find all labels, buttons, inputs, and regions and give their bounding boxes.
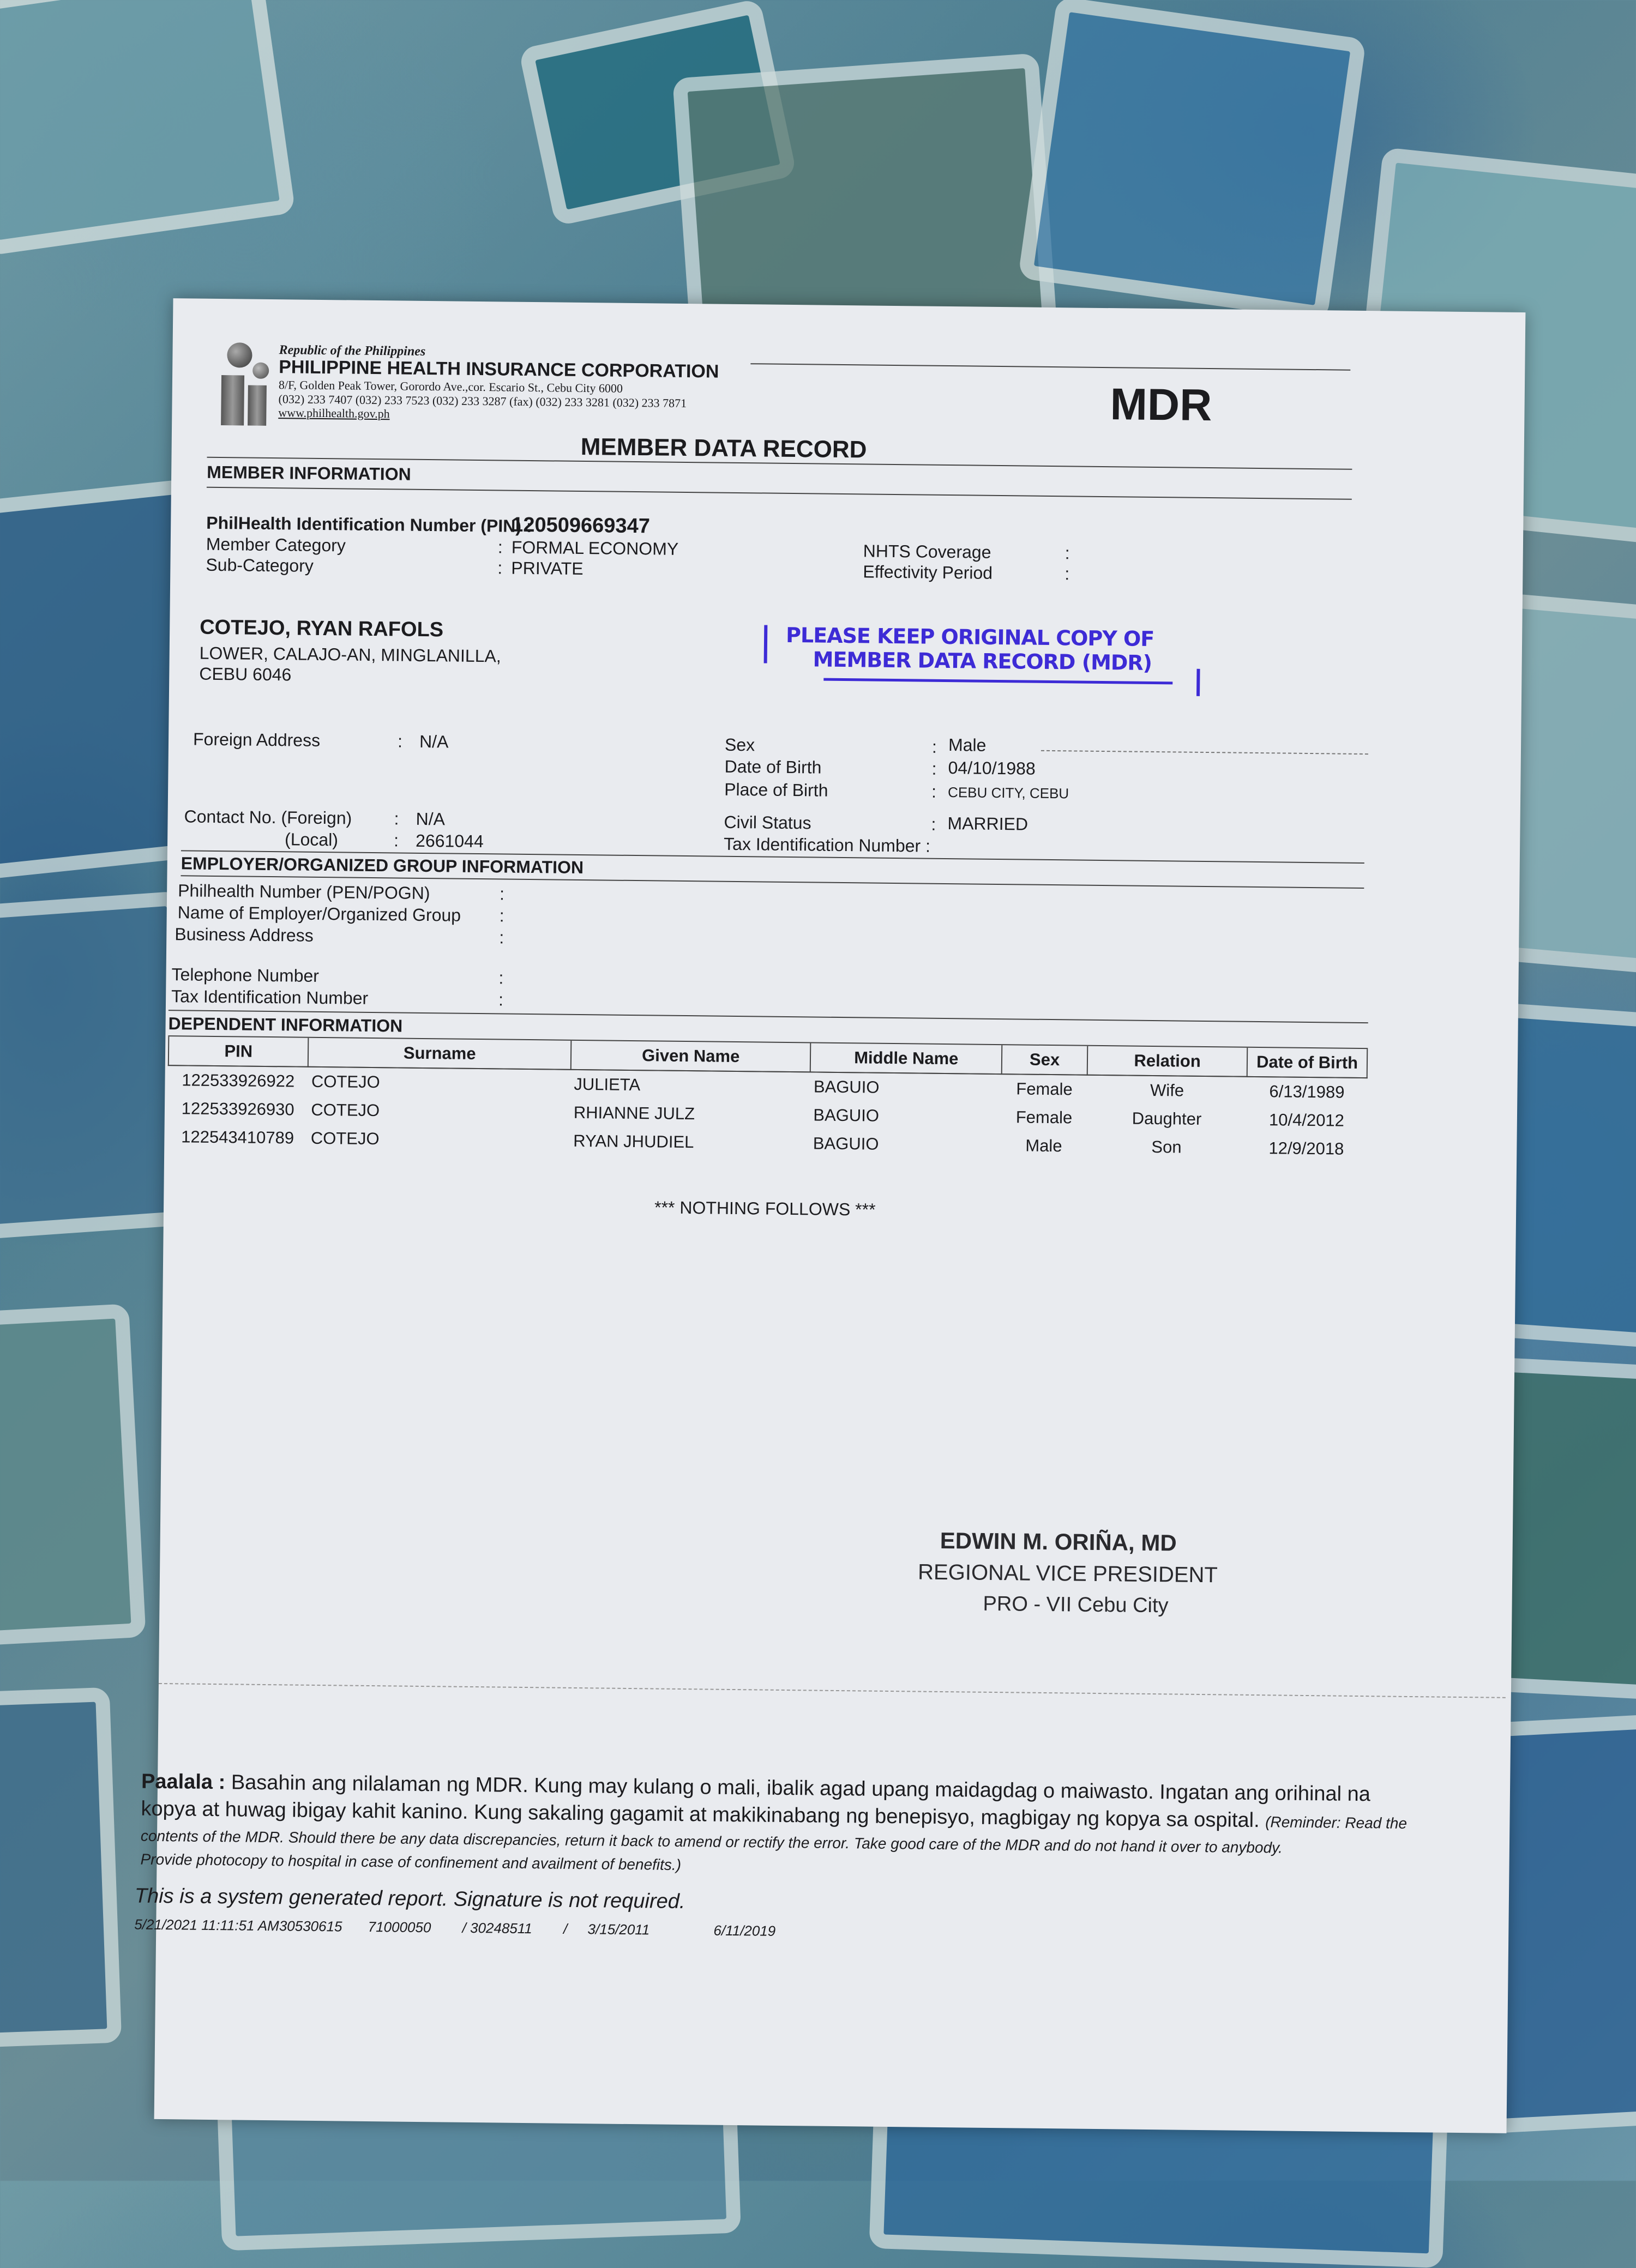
employer-telephone-label: Telephone Number (171, 964, 320, 986)
fabric-tile (0, 1304, 146, 1647)
member-info-heading: MEMBER INFORMATION (207, 462, 411, 484)
dependent-pin: 122533926922 (182, 1070, 295, 1091)
member-address-line2: CEBU 6046 (199, 663, 292, 685)
footer-code: 5/21/2021 11:11:51 AM (134, 1916, 279, 1934)
dependent-given-name: RYAN JHUDIEL (573, 1131, 694, 1152)
notice-text-line2-en: (Reminder: Read the (1265, 1813, 1408, 1832)
member-category-colon: : (497, 537, 503, 557)
sex-value: Male (948, 735, 987, 755)
footer-code: / (563, 1920, 568, 1937)
column-header: Middle Name (810, 1043, 1002, 1074)
dependent-relation: Wife (1150, 1080, 1184, 1100)
footer-code: 3/15/2011 (587, 1921, 650, 1938)
civil-status-value: MARRIED (947, 813, 1028, 834)
nothing-follows-note: *** NOTHING FOLLOWS *** (654, 1197, 876, 1220)
mdr-badge: MDR (1110, 379, 1212, 431)
dependent-sex: Male (1025, 1136, 1062, 1156)
employer-telephone-colon: : (498, 968, 504, 988)
dependent-sex: Female (1016, 1079, 1073, 1099)
foreign-address-colon: : (397, 731, 403, 751)
notice-text-line2: kopya at huwag ibigay kahit kanino. Kung sakaling gagamit at makikinabang ng benepisyo, magbigay ng kopya sa ospital. (141, 1797, 1260, 1832)
member-category-label: Member Category (206, 534, 346, 556)
column-header: Relation (1087, 1046, 1248, 1077)
system-generated-note: This is a system generated report. Signature is not required. (134, 1884, 685, 1914)
member-data-record-document (134, 298, 1526, 2133)
pob-colon: : (931, 781, 937, 801)
foreign-address-value: N/A (419, 731, 449, 752)
notice-text-line1: Basahin ang nilalaman ng MDR. Kung may kulang o mali, ibalik agad upang maidagdag o maiwasto. Ingatan ang orihinal na (231, 1771, 1371, 1806)
dependent-surname: COTEJO (311, 1100, 380, 1120)
notice-english-line2: Provide photocopy to hospital in case of confinement and availment of benefits.) (140, 1850, 682, 1874)
dob-colon: : (931, 758, 937, 779)
member-category-value: FORMAL ECONOMY (511, 537, 679, 559)
fabric-tile (0, 0, 296, 256)
dependent-sex: Female (1015, 1107, 1073, 1127)
header-top-rule (750, 363, 1350, 371)
signatory-office: PRO - VII Cebu City (983, 1592, 1169, 1618)
stamp-line-1: PLEASE KEEP ORIGINAL COPY OF (785, 623, 1154, 651)
signatory-name: EDWIN M. ORIÑA, MD (940, 1527, 1177, 1556)
footer-codes (134, 1916, 775, 1940)
dependent-surname: COTEJO (310, 1128, 380, 1149)
dob-value: 04/10/1988 (948, 758, 1036, 779)
footer-code: 6/11/2019 (713, 1922, 776, 1939)
keep-original-stamp (763, 615, 1200, 696)
employer-pen-colon: : (499, 884, 505, 904)
member-info-rule (207, 487, 1352, 500)
member-tin-label: Tax Identification Number : (723, 834, 931, 856)
footer-dashed-rule (159, 1683, 1506, 1698)
corporation-address: 8/F, Golden Peak Tower, Gorordo Ave.,cor. Escario St., Cebu City 6000 (278, 378, 623, 395)
column-header: Given Name (571, 1041, 811, 1072)
civil-status-label: Civil Status (724, 812, 811, 833)
contact-foreign-colon: : (394, 809, 399, 829)
republic-label: Republic of the Philippines (279, 343, 426, 359)
contact-foreign-label: Contact No. (Foreign) (184, 806, 352, 828)
sex-dotted-rule (1041, 750, 1368, 755)
sub-category-value: PRIVATE (511, 558, 584, 579)
foreign-address-label: Foreign Address (193, 729, 321, 750)
dependent-dob: 12/9/2018 (1268, 1138, 1344, 1159)
dependent-pin: 122543410789 (181, 1127, 294, 1148)
footer-code: / 30248511 (462, 1919, 532, 1937)
sex-label: Sex (724, 734, 755, 755)
sex-colon: : (931, 737, 937, 757)
contact-local-label: (Local) (284, 829, 339, 850)
column-header: PIN (169, 1036, 309, 1067)
pin-label: PhilHealth Identification Number (PIN) : (206, 512, 532, 536)
employer-tin-label: Tax Identification Number (171, 986, 369, 1008)
civil-status-colon: : (931, 814, 936, 834)
nhts-coverage-colon: : (1064, 543, 1070, 563)
pob-value: CEBU CITY, CEBU (947, 784, 1069, 802)
dependent-middle-name: BAGUIO (813, 1133, 879, 1154)
dependent-middle-name: BAGUIO (813, 1105, 880, 1125)
pin-value: 120509669347 (512, 513, 651, 538)
corporation-name: PHILIPPINE HEALTH INSURANCE CORPORATION (279, 357, 719, 382)
website-link[interactable]: www.philhealth.gov.ph (278, 406, 390, 421)
dependent-dob: 10/4/2012 (1268, 1110, 1345, 1130)
signatory-position: REGIONAL VICE PRESIDENT (917, 1560, 1218, 1588)
effectivity-period-label: Effectivity Period (863, 562, 993, 583)
footer-code: 71000050 (368, 1919, 431, 1936)
dob-label: Date of Birth (724, 756, 822, 777)
employer-pen-label: Philhealth Number (PEN/POGN) (177, 880, 430, 903)
contact-local-value: 2661044 (415, 830, 484, 852)
sub-category-colon: : (497, 558, 503, 578)
page-title: MEMBER DATA RECORD (580, 433, 867, 463)
member-name: COTEJO, RYAN RAFOLS (200, 616, 444, 642)
employer-heading: EMPLOYER/ORGANIZED GROUP INFORMATION (181, 853, 584, 878)
nhts-coverage-label: NHTS Coverage (863, 541, 991, 562)
dependent-given-name: RHIANNE JULZ (573, 1102, 695, 1124)
dependent-relation: Son (1151, 1137, 1182, 1157)
notice-label: Paalala : (141, 1770, 226, 1794)
dependent-given-name: JULIETA (574, 1074, 641, 1095)
dependent-dob: 6/13/1989 (1269, 1082, 1345, 1102)
employer-name-label: Name of Employer/Organized Group (177, 902, 461, 925)
column-header: Sex (1002, 1045, 1088, 1075)
contact-local-colon: : (393, 830, 399, 850)
dependent-table-wrap (167, 1036, 1368, 1163)
notice-english-line1: contents of the MDR. Should there be any data discrepancies, return it back to amend or rectify the error. Take good care of the MDR and do not hand it over to anybody. (140, 1827, 1283, 1856)
column-header: Date of Birth (1247, 1048, 1367, 1078)
corporation-phones: (032) 233 7407 (032) 233 7523 (032) 233 3287 (fax) (032) 233 3281 (032) 233 7871 (278, 392, 687, 410)
stamp-line-2: MEMBER DATA RECORD (MDR) (813, 647, 1152, 675)
dependent-pin: 122533926930 (181, 1099, 294, 1119)
employer-tin-colon: : (498, 990, 504, 1010)
column-header: Surname (308, 1038, 571, 1070)
dependent-middle-name: BAGUIO (813, 1077, 880, 1097)
fabric-tile (1018, 0, 1366, 321)
sub-category-label: Sub-Category (206, 554, 314, 576)
dependent-table (167, 1036, 1368, 1163)
philhealth-logo-icon (218, 342, 268, 425)
fabric-tile (0, 1687, 122, 2048)
business-address-colon: : (499, 927, 504, 948)
pob-label: Place of Birth (724, 779, 828, 800)
dependent-surname: COTEJO (311, 1071, 380, 1092)
dependent-heading: DEPENDENT INFORMATION (168, 1014, 403, 1036)
effectivity-period-colon: : (1064, 564, 1070, 584)
employer-name-colon: : (499, 906, 504, 926)
contact-foreign-value: N/A (416, 809, 446, 829)
footer-code: 30530615 (279, 1917, 342, 1935)
business-address-label: Business Address (175, 924, 314, 945)
member-address-line1: LOWER, CALAJO-AN, MINGLANILLA, (199, 643, 501, 666)
dependent-relation: Daughter (1132, 1108, 1202, 1129)
